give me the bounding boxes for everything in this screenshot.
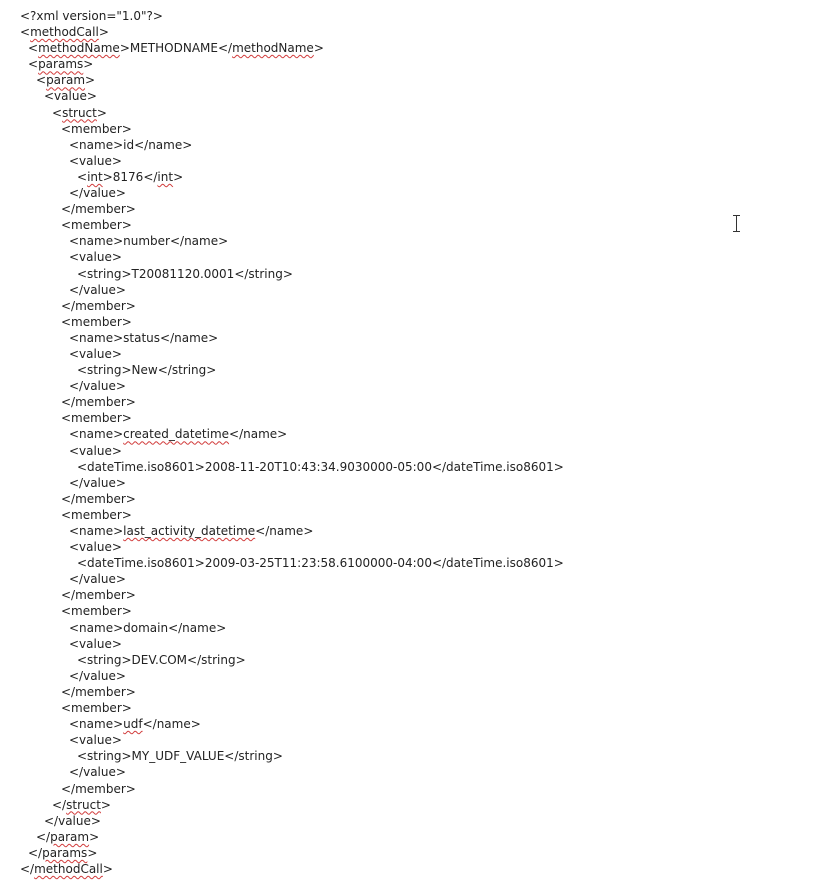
xml-token: </member> <box>61 588 136 603</box>
xml-token: <name> <box>69 717 124 732</box>
xml-line <box>0 362 816 378</box>
xml-token: </value> <box>69 668 126 683</box>
xml-line <box>0 394 816 410</box>
xml-line <box>0 764 816 780</box>
xml-token-spellcheck: params <box>38 57 84 72</box>
xml-line <box>0 861 816 877</box>
xml-token: <value> <box>69 443 122 458</box>
xml-token: </ <box>28 845 43 860</box>
xml-token: </name> <box>142 717 201 732</box>
xml-line <box>0 845 816 861</box>
xml-token: <member> <box>61 121 132 136</box>
xml-line <box>0 298 816 314</box>
xml-line <box>0 732 816 748</box>
xml-token: <value> <box>69 250 122 265</box>
xml-token: </ <box>52 797 67 812</box>
xml-token: <name> <box>69 427 124 442</box>
xml-token-spellcheck: int <box>87 169 103 184</box>
xml-line <box>0 700 816 716</box>
xml-line <box>0 620 816 636</box>
xml-token: > <box>85 73 96 88</box>
xml-line <box>0 507 816 523</box>
xml-line <box>0 314 816 330</box>
xml-line <box>0 636 816 652</box>
xml-token: </value> <box>69 379 126 394</box>
xml-token-spellcheck: struct <box>62 105 97 120</box>
xml-line <box>0 233 816 249</box>
xml-token: </member> <box>61 684 136 699</box>
xml-line <box>0 24 816 40</box>
xml-line <box>0 56 816 72</box>
xml-token: > <box>87 845 98 860</box>
xml-token: </value> <box>69 572 126 587</box>
xml-line <box>0 185 816 201</box>
xml-token: <dateTime.iso8601>2008-11-20T10:43:34.9030000-05:00</dateTime.iso8601> <box>77 459 564 474</box>
xml-token-spellcheck: params <box>42 845 88 860</box>
xml-token: <member> <box>61 604 132 619</box>
xml-token: < <box>52 105 63 120</box>
xml-token: > <box>96 105 107 120</box>
xml-line <box>0 8 816 24</box>
xml-token: <string>T20081120.0001</string> <box>77 266 293 281</box>
xml-line <box>0 652 816 668</box>
xml-line <box>0 410 816 426</box>
xml-line <box>0 426 816 442</box>
xml-token: < <box>20 25 31 40</box>
xml-line <box>0 121 816 137</box>
xml-token: </member> <box>61 298 136 313</box>
xml-token: <name>number</name> <box>69 234 229 249</box>
xml-token: </value> <box>44 813 101 828</box>
xml-token: </value> <box>69 282 126 297</box>
xml-token: <string>New</string> <box>77 363 217 378</box>
xml-token: > <box>173 169 184 184</box>
xml-line <box>0 330 816 346</box>
xml-line <box>0 266 816 282</box>
xml-line <box>0 346 816 362</box>
xml-line <box>0 523 816 539</box>
xml-token: <string>MY_UDF_VALUE</string> <box>77 749 283 764</box>
xml-token: <name> <box>69 524 124 538</box>
xml-token: > <box>89 829 100 844</box>
xml-token: </value> <box>69 186 126 201</box>
xml-token-spellcheck: int <box>157 169 174 184</box>
xml-token: </ <box>36 829 51 844</box>
xml-line <box>0 684 816 700</box>
xml-token: <string>DEV.COM</string> <box>77 652 246 667</box>
xml-token-spellcheck: methodCall <box>30 25 99 40</box>
xml-line <box>0 40 816 56</box>
xml-line <box>0 249 816 265</box>
xml-token-spellcheck: methodCall <box>34 861 103 876</box>
xml-line <box>0 716 816 732</box>
xml-line <box>0 587 816 603</box>
xml-token: <value> <box>69 153 122 168</box>
xml-token: > <box>83 57 94 72</box>
xml-line <box>0 829 816 845</box>
xml-token-spellcheck: methodName <box>38 41 120 56</box>
xml-token: </member> <box>61 202 136 217</box>
xml-token: <name>domain</name> <box>69 620 227 635</box>
xml-line <box>0 201 816 217</box>
xml-token: <member> <box>61 701 132 716</box>
xml-token-spellcheck: udf <box>123 717 143 732</box>
xml-line <box>0 105 816 121</box>
xml-token: <member> <box>61 314 132 329</box>
xml-token: <value> <box>69 733 122 748</box>
xml-line <box>0 217 816 233</box>
xml-line <box>0 459 816 475</box>
xml-line <box>0 539 816 555</box>
xml-token: < <box>77 169 88 184</box>
xml-token: <value> <box>69 346 122 361</box>
text-cursor-icon <box>733 215 741 232</box>
xml-token: <name>status</name> <box>69 330 219 345</box>
xml-token-spellcheck: last_activity_datetime <box>123 524 256 538</box>
xml-token: </value> <box>69 475 126 490</box>
xml-token: > <box>102 861 113 876</box>
xml-line <box>0 475 816 491</box>
xml-token: <?xml version="1.0"?> <box>20 9 163 23</box>
xml-token: < <box>28 57 39 72</box>
xml-token: </member> <box>61 491 136 506</box>
xml-token-spellcheck: created_datetime <box>123 427 230 442</box>
xml-token: </member> <box>61 781 136 796</box>
xml-token: > <box>98 25 109 40</box>
xml-line <box>0 282 816 298</box>
xml-token: <value> <box>69 540 122 555</box>
xml-line <box>0 555 816 571</box>
xml-line <box>0 571 816 587</box>
xml-token-spellcheck: param <box>46 73 86 88</box>
xml-line <box>0 781 816 797</box>
xml-token: <name>id</name> <box>69 137 193 152</box>
xml-line <box>0 88 816 104</box>
xml-token: <value> <box>44 89 97 104</box>
xml-token: </name> <box>255 524 314 538</box>
xml-line <box>0 603 816 619</box>
xml-token: > <box>100 797 111 812</box>
xml-line <box>0 443 816 459</box>
xml-line <box>0 748 816 764</box>
xml-token-spellcheck: methodName <box>232 41 314 56</box>
xml-line <box>0 378 816 394</box>
xml-token: </member> <box>61 395 136 410</box>
xml-token-spellcheck: struct <box>66 797 101 812</box>
xml-token-spellcheck: param <box>50 829 90 844</box>
xml-token: < <box>28 41 39 56</box>
xml-line <box>0 491 816 507</box>
xml-token: <dateTime.iso8601>2009-03-25T11:23:58.6100000-04:00</dateTime.iso8601> <box>77 556 564 571</box>
xml-line <box>0 668 816 684</box>
xml-token: </value> <box>69 765 126 780</box>
xml-token: <member> <box>61 218 132 233</box>
xml-token: <member> <box>61 507 132 522</box>
xml-token: >METHODNAME</ <box>119 41 233 56</box>
xml-token: <value> <box>69 636 122 651</box>
xml-token: <member> <box>61 411 132 426</box>
xml-token: > <box>313 41 324 56</box>
xml-token: < <box>36 73 47 88</box>
xml-line <box>0 72 816 88</box>
xml-line <box>0 813 816 829</box>
xml-line <box>0 137 816 153</box>
xml-token: </ <box>20 861 35 876</box>
xml-line <box>0 797 816 813</box>
xml-token: </name> <box>229 427 288 442</box>
xml-token: >8176</ <box>102 169 158 184</box>
xml-line <box>0 153 816 169</box>
xml-line <box>0 169 816 185</box>
